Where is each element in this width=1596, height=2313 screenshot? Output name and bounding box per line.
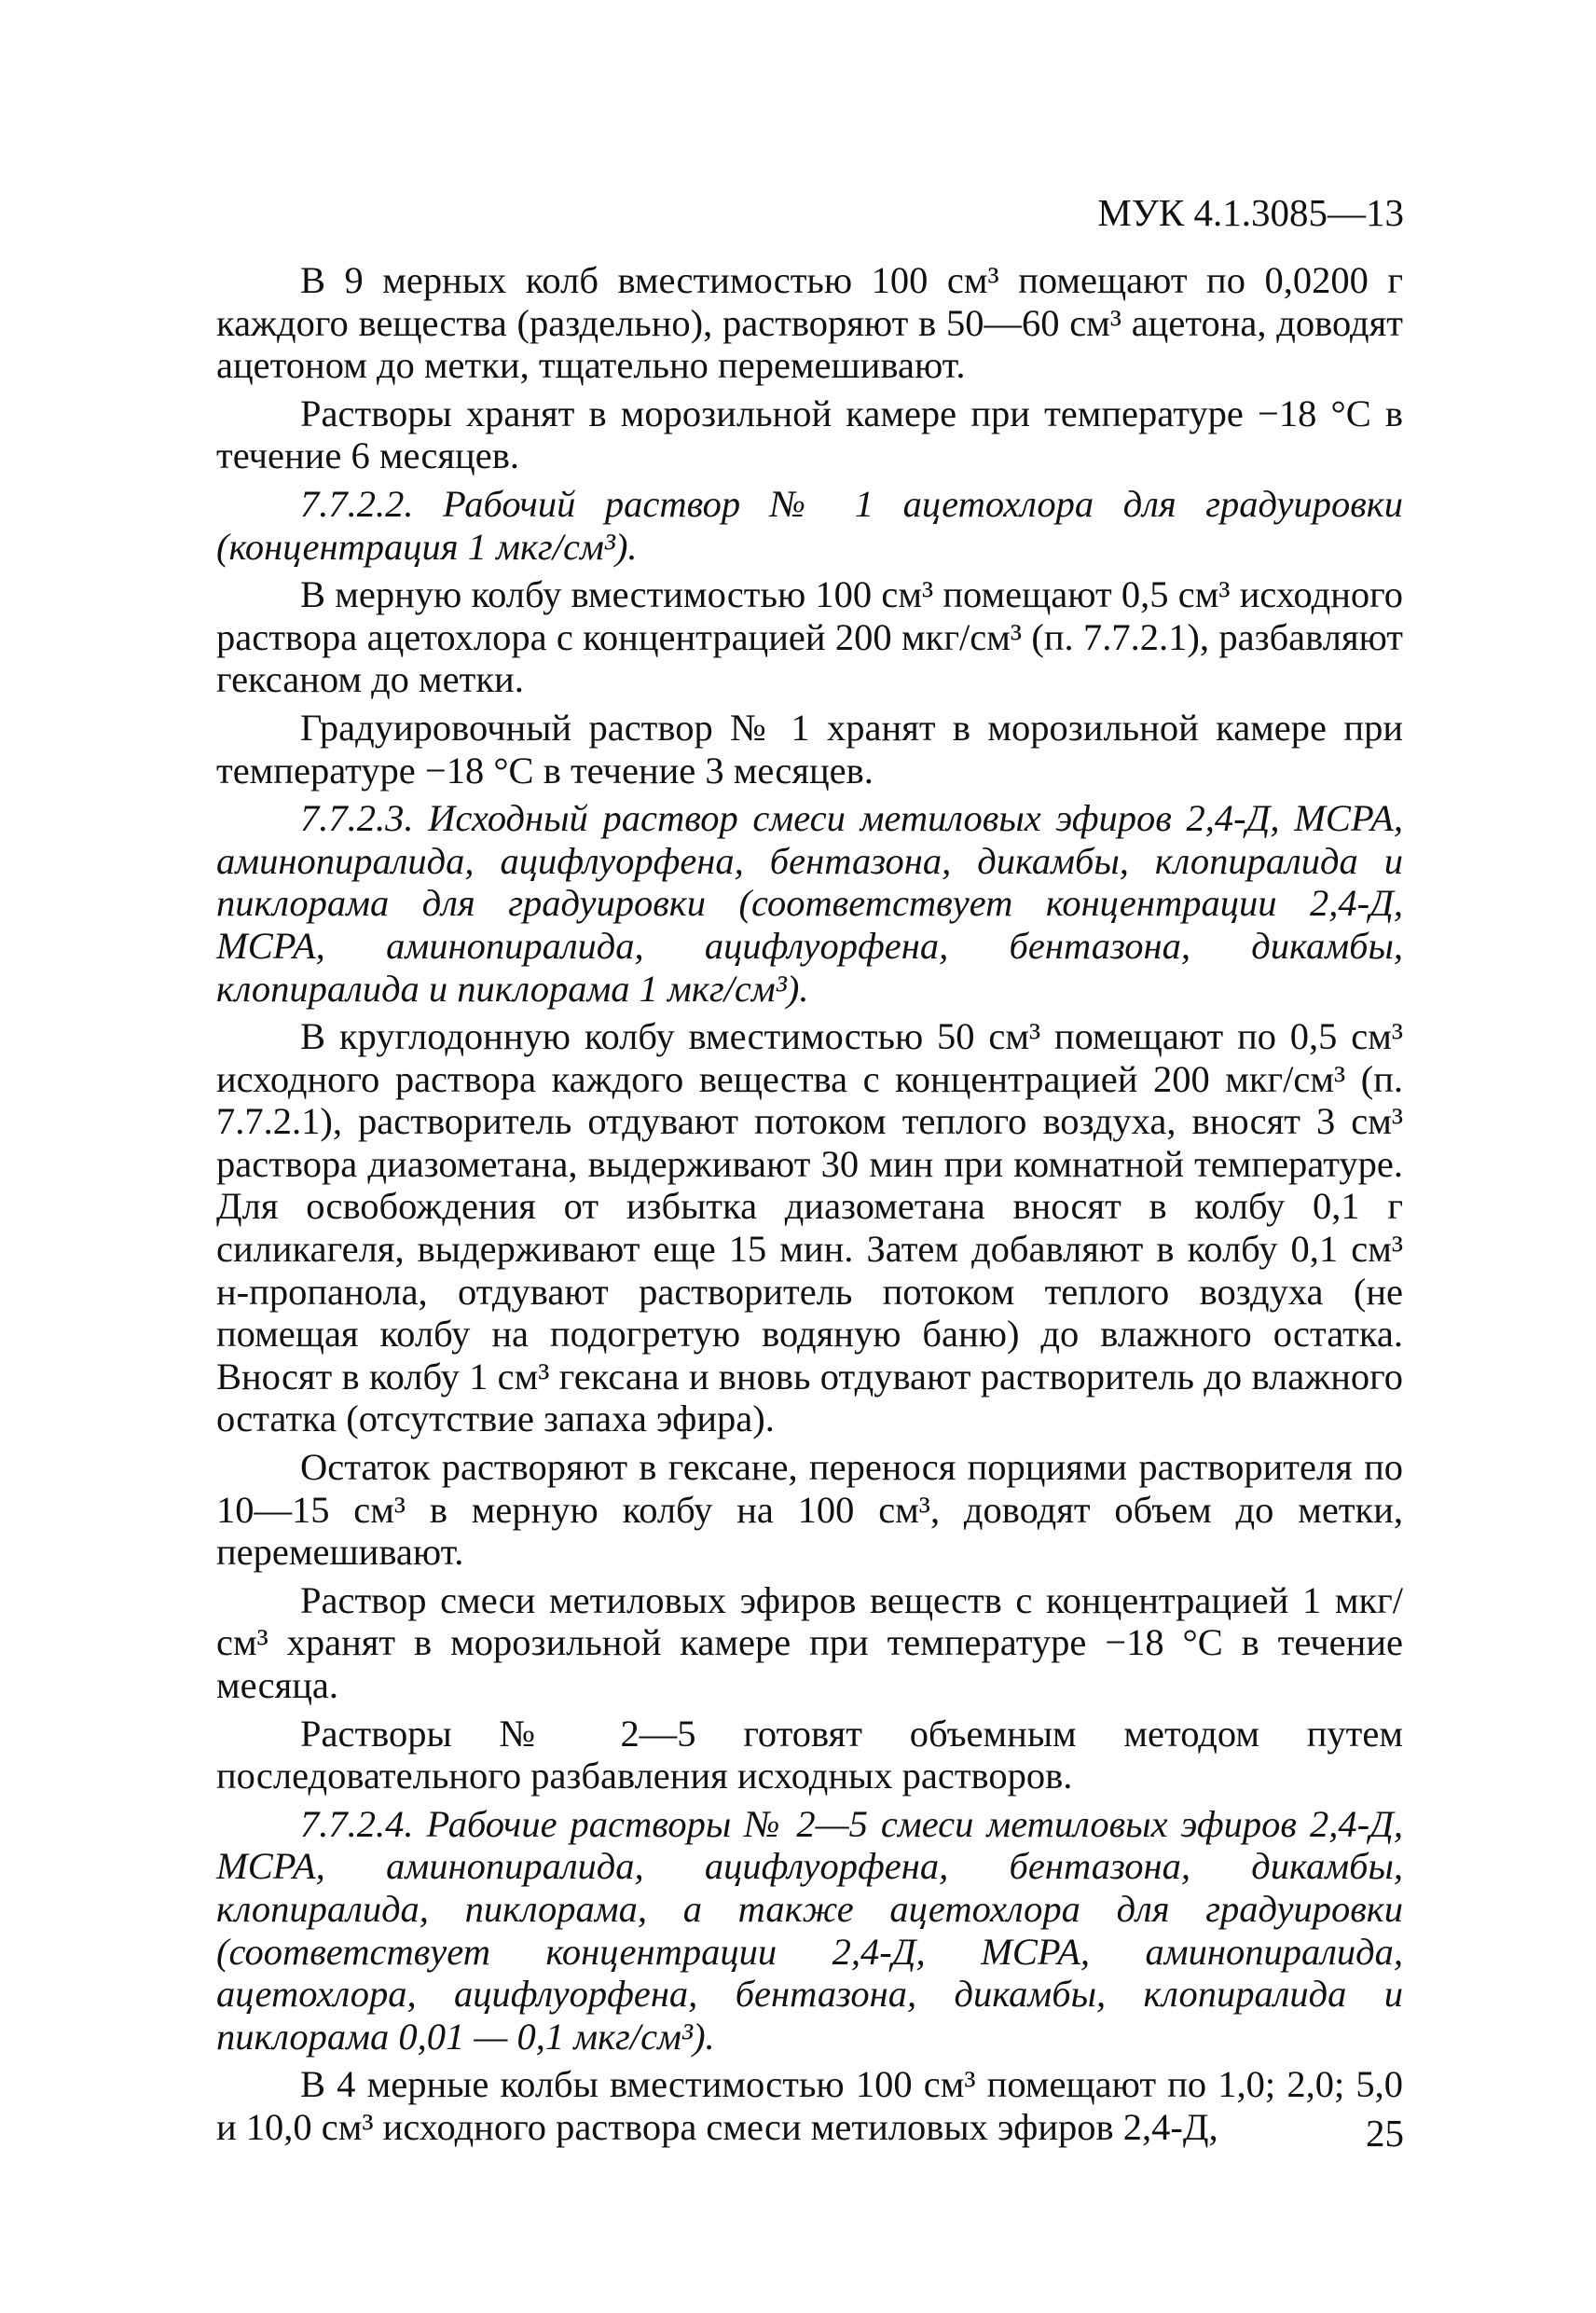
- section-heading-7-7-2-3: 7.7.2.3. Исходный раствор смеси метиловых эфиров 2,4-Д, МСРА, аминопиралида, ацифлуорфена, бентазона, дикамбы, клопиралида и пиклорама для градуировки (соответствует концентрации 2,4-Д, МСРА, аминопиралида, ацифлуорфена, бентазона, дикамбы, клопиралида и пиклорама 1 мкг/см³).: [216, 797, 1403, 1010]
- paragraph-1: В 9 мерных колб вместимостью 100 см³ помещают по 0,0200 г каждого вещества (раздельно), растворяют в 50—60 см³ ацетона, доводят ацетоном до метки, тщательно перемешивают.: [216, 259, 1403, 387]
- section-heading-7-7-2-4: 7.7.2.4. Рабочие растворы № 2—5 смеси метиловых эфиров 2,4-Д, МСРА, аминопиралида, ацифлуорфена, бентазона, дикамбы, клопиралида, пиклорама, а также ацетохлора для градуировки (соответствует концентрации 2,4-Д, МСРА, аминопиралида, ацетохлора, ацифлуорфена, бентазона, дикамбы, клопиралида и пиклорама 0,01 — 0,1 мкг/см³).: [216, 1802, 1403, 2058]
- paragraph-6: Остаток растворяют в гексане, перенося порциями растворителя по 10—15 см³ в мерную колбу на 100 см³, доводят объем до метки, перемешивают.: [216, 1446, 1403, 1574]
- paragraph-8: Растворы № 2—5 готовят объемным методом путем последовательного разбавления исходных растворов.: [216, 1712, 1403, 1797]
- document-code-header: МУК 4.1.3085—13: [1097, 191, 1404, 234]
- paragraph-4: Градуировочный раствор № 1 хранят в морозильной камере при температуре −18 °С в течение 3 месяцев.: [216, 706, 1403, 792]
- paragraph-9: В 4 мерные колбы вместимостью 100 см³ помещают по 1,0; 2,0; 5,0 и 10,0 см³ исходного раствора смеси метиловых эфиров 2,4-Д,: [216, 2063, 1403, 2148]
- section-heading-7-7-2-2: 7.7.2.2. Рабочий раствор № 1 ацетохлора для градуировки (концентрация 1 мкг/см³).: [216, 482, 1403, 568]
- paragraph-3: В мерную колбу вместимостью 100 см³ помещают 0,5 см³ исходного раствора ацетохлора с концентрацией 200 мкг/см³ (п. 7.7.2.1), разбавляют гексаном до метки.: [216, 573, 1403, 701]
- body-text: [216, 259, 1403, 2149]
- paragraph-7: Раствор смеси метиловых эфиров веществ с концентрацией 1 мкг/см³ хранят в морозильной камере при температуре −18 °С в течение месяца.: [216, 1578, 1403, 1706]
- paragraph-2: Растворы хранят в морозильной камере при температуре −18 °С в течение 6 месяцев.: [216, 392, 1403, 477]
- page-number: 25: [1366, 2112, 1404, 2155]
- paragraph-5: В круглодонную колбу вместимостью 50 см³ помещают по 0,5 см³ исходного раствора каждого вещества с концентрацией 200 мкг/см³ (п. 7.7.2.1), растворитель отдувают потоком теплого воздуха, вносят 3 см³ раствора диазометана, выдерживают 30 мин при комнатной температуре. Для освобождения от избытка диазометана вносят в колбу 0,1 г силикагеля, выдерживают еще 15 мин. Затем добавляют в колбу 0,1 см³ н-пропанола, отдувают растворитель потоком теплого воздуха (не помещая колбу на подогретую водяную баню) до влажного остатка. Вносят в колбу 1 см³ гексана и вновь отдувают растворитель до влажного остатка (отсутствие запаха эфира).: [216, 1015, 1403, 1440]
